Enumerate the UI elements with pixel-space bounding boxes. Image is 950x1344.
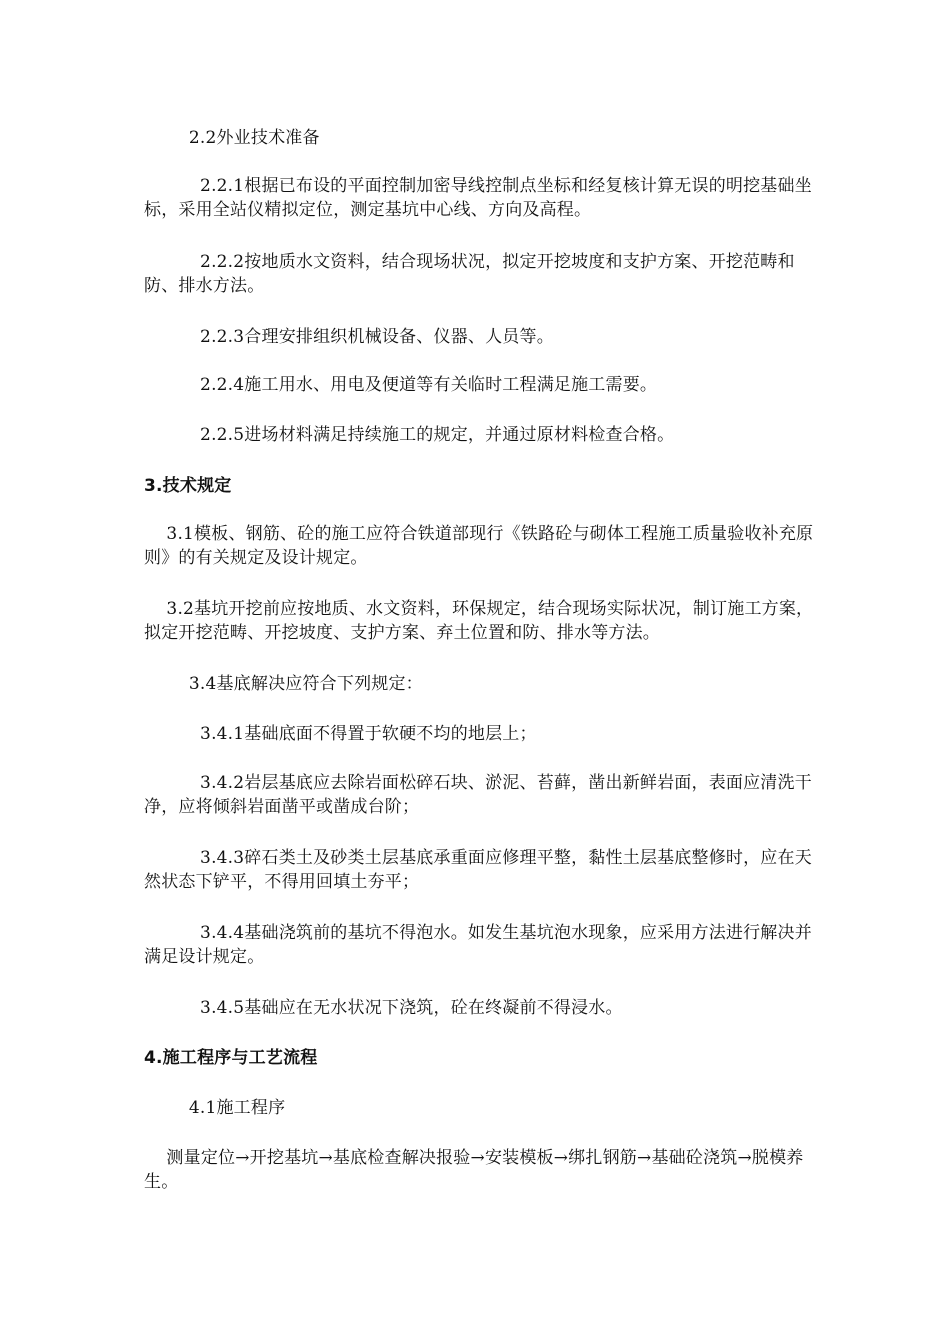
section-2-2-heading: 2.2外业技术准备 <box>144 128 320 148</box>
paragraph-3-4-3: 3.4.3碎石类土及砂类土层基底承重面应修理平整，黏性土层基底整修时，应在天然状态下铲平，不得用回填土夯平； <box>144 848 812 892</box>
paragraph-2-2-3: 2.2.3合理安排组织机械设备、仪器、人员等。 <box>144 327 554 347</box>
paragraph-3-4-5: 3.4.5基础应在无水状况下浇筑，砼在终凝前不得浸水。 <box>144 998 623 1018</box>
section-4-heading: 4.施工程序与工艺流程 <box>144 1048 318 1068</box>
paragraph-4-1-procedure: 测量定位→开挖基坑→基底检查解决报验→安装模板→绑扎钢筋→基础砼浇筑→脱模养生。 <box>144 1148 804 1192</box>
paragraph-3-1: 3.1模板、钢筋、砼的施工应符合铁道部现行《铁路砼与砌体工程施工质量验收补充原则》的有关规定及设计规定。 <box>144 524 814 568</box>
paragraph-2-2-4: 2.2.4施工用水、用电及便道等有关临时工程满足施工需要。 <box>144 375 658 395</box>
paragraph-2-2-5: 2.2.5进场材料满足持续施工的规定，并通过原材料检查合格。 <box>144 425 675 445</box>
paragraph-3-4-2: 3.4.2岩层基底应去除岩面松碎石块、淤泥、苔藓，凿出新鲜岩面，表面应清洗干净，应将倾斜岩面凿平或凿成台阶； <box>144 773 812 817</box>
paragraph-3-4-1: 3.4.1基础底面不得置于软硬不均的地层上； <box>144 724 537 744</box>
paragraph-2-2-2: 2.2.2按地质水文资料，结合现场状况，拟定开挖坡度和支护方案、开挖范畴和防、排水方法。 <box>144 252 795 296</box>
paragraph-3-4-4: 3.4.4基础浇筑前的基坑不得泡水。如发生基坑泡水现象，应采用方法进行解决并满足设计规定。 <box>144 923 812 967</box>
section-3-heading: 3.技术规定 <box>144 476 232 496</box>
paragraph-3-2: 3.2基坑开挖前应按地质、水文资料，环保规定，结合现场实际状况，制订施工方案，拟定开挖范畴、开挖坡度、支护方案、弃土位置和防、排水等方法。 <box>144 599 814 643</box>
paragraph-3-4: 3.4基底解决应符合下列规定： <box>144 674 423 694</box>
section-4-1-heading: 4.1施工程序 <box>144 1098 286 1118</box>
paragraph-2-2-1: 2.2.1根据已布设的平面控制加密导线控制点坐标和经复核计算无误的明挖基础坐标，采用全站仪精拟定位，测定基坑中心线、方向及高程。 <box>144 176 812 220</box>
